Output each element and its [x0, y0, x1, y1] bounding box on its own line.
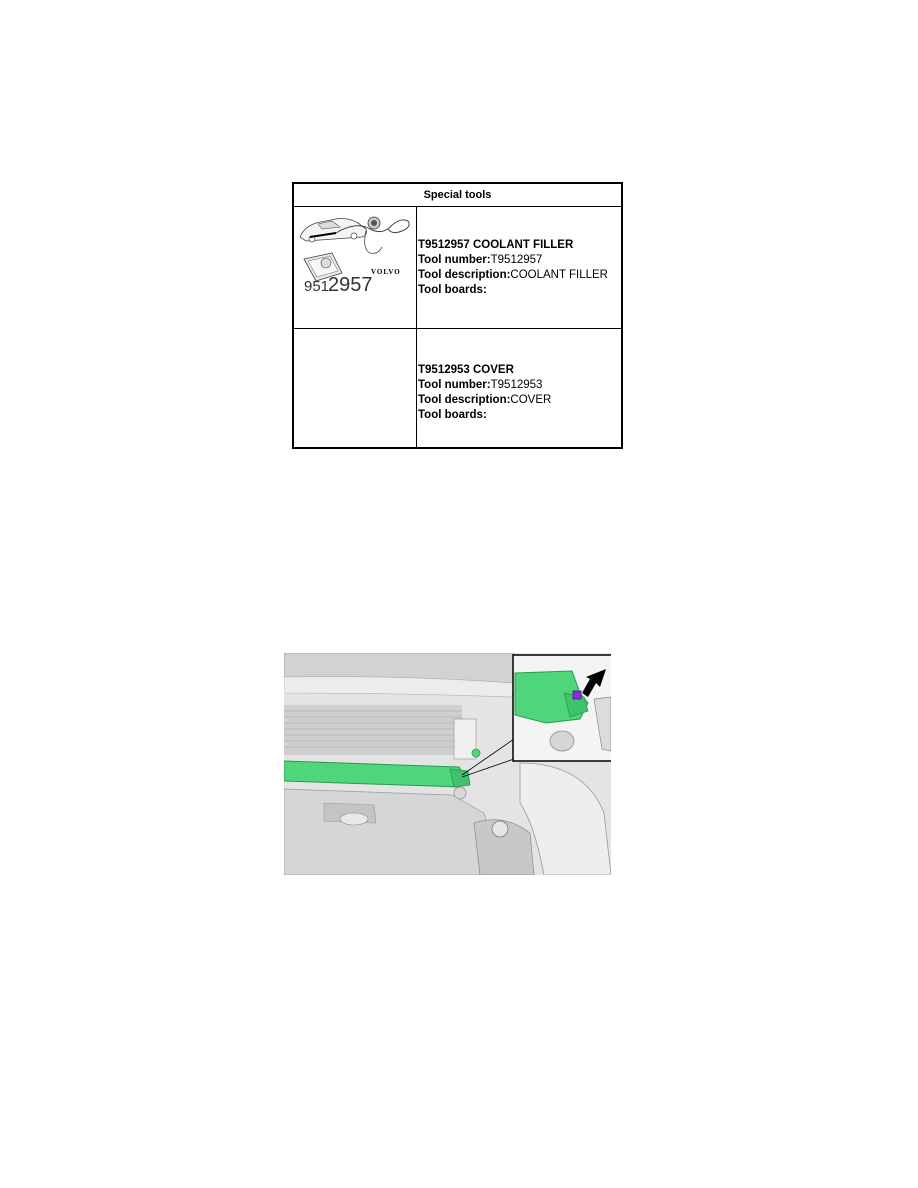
tool-boards-line: Tool boards: [418, 409, 487, 421]
front-crossmember-figure [284, 653, 611, 875]
tool-number-line: Tool number:T9512953 [418, 379, 543, 391]
tool-description-line: Tool description:COVER [418, 394, 552, 406]
special-tools-table [292, 182, 623, 449]
special-tools-header: Special tools [294, 184, 621, 207]
volvo-logo: VOLVO [371, 268, 401, 276]
tool-number-suffix: 2957 [328, 274, 373, 296]
tool-title: T9512957 COOLANT FILLER [418, 239, 574, 251]
tool-row-cover [294, 329, 621, 447]
coolant-filler-description-cell [418, 207, 619, 328]
front-crossmember-illustration [284, 653, 611, 875]
tool-row-coolant-filler [294, 207, 621, 329]
cover-description-cell [418, 329, 619, 447]
cover-image-cell [294, 329, 417, 447]
tool-boards-line: Tool boards: [418, 284, 487, 296]
tool-number-line: Tool number:T9512957 [418, 254, 543, 266]
coolant-filler-image [294, 207, 417, 328]
tool-title: T9512953 COVER [418, 364, 514, 376]
tool-description-line: Tool description:COOLANT FILLER [418, 269, 608, 281]
tool-number-prefix: 951 [304, 278, 330, 295]
